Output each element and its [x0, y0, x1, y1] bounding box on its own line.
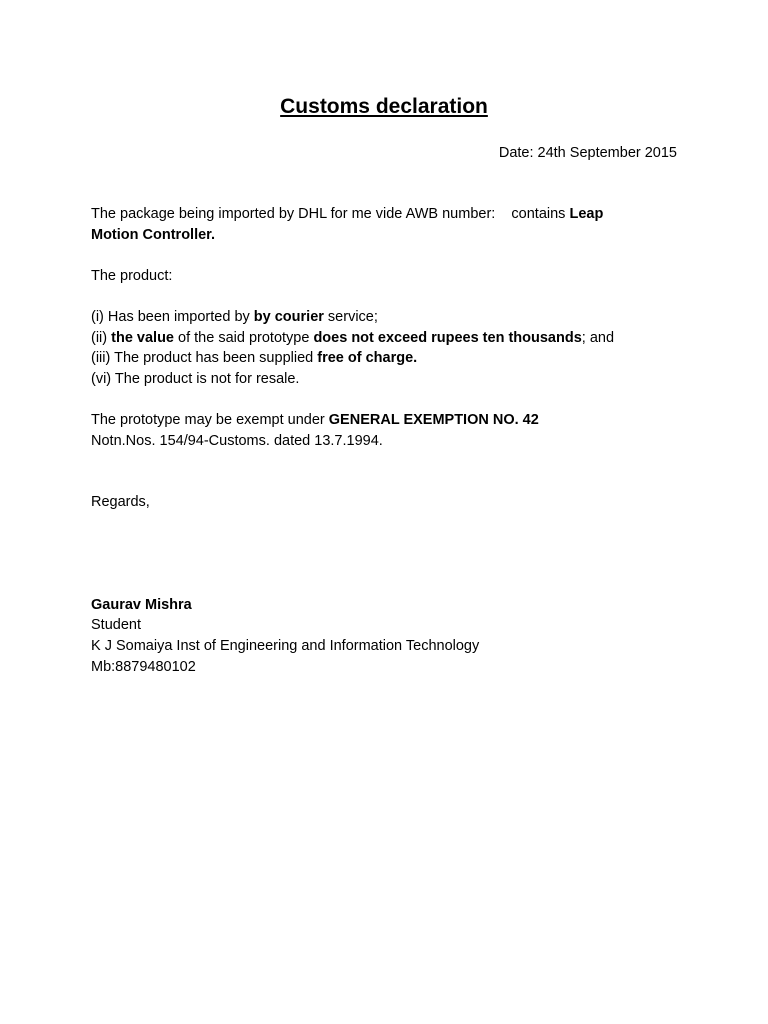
intro-text: The package being imported by DHL for me vide AWB number: contains [91, 206, 570, 222]
exemption-bold: GENERAL EXEMPTION NO. 42 [328, 411, 539, 428]
item-ii [91, 328, 691, 349]
intro-paragraph [91, 204, 691, 245]
item-vi: (vi) The product is not for resale. [91, 370, 300, 387]
item-ii-suffix: ; and [581, 329, 615, 346]
document-body [91, 204, 691, 677]
item-ii-prefix: (ii) [91, 329, 112, 346]
signature-name-text: Gaurav Mishra [91, 596, 192, 613]
signature-mobile: Mb:8879480102 [91, 658, 196, 675]
regards: Regards, [91, 494, 150, 511]
item-i-prefix: (i) Has been imported by [91, 308, 254, 325]
item-ii-middle: of the said prototype [174, 329, 314, 346]
document-date: Date: 24th September 2015 [498, 145, 677, 161]
signature-institution: K J Somaiya Inst of Engineering and Information Technology [91, 637, 480, 654]
document-title: Customs declaration [280, 95, 488, 118]
item-iii-bold: free of charge. [317, 350, 418, 367]
exemption-line1 [91, 410, 691, 431]
item-ii-bold1: the value [111, 329, 174, 346]
product-label: The product: [91, 267, 173, 284]
item-i-bold: by courier [253, 308, 324, 325]
exemption-prefix: The prototype may be exempt under [91, 411, 329, 428]
item-ii-bold2: does not exceed rupees ten thousands [313, 329, 582, 346]
product-name-part2: Motion Controller. [91, 226, 216, 243]
item-i-suffix: service; [323, 308, 378, 325]
product-name-part1: Leap [569, 206, 604, 222]
exemption-line2: Notn.Nos. 154/94-Customs. dated 13.7.1994. [91, 432, 383, 449]
signature-role: Student [91, 617, 141, 634]
signature-name [91, 595, 691, 616]
item-iii [91, 348, 691, 369]
item-i [91, 307, 691, 328]
item-iii-prefix: (iii) The product has been supplied [91, 350, 318, 367]
